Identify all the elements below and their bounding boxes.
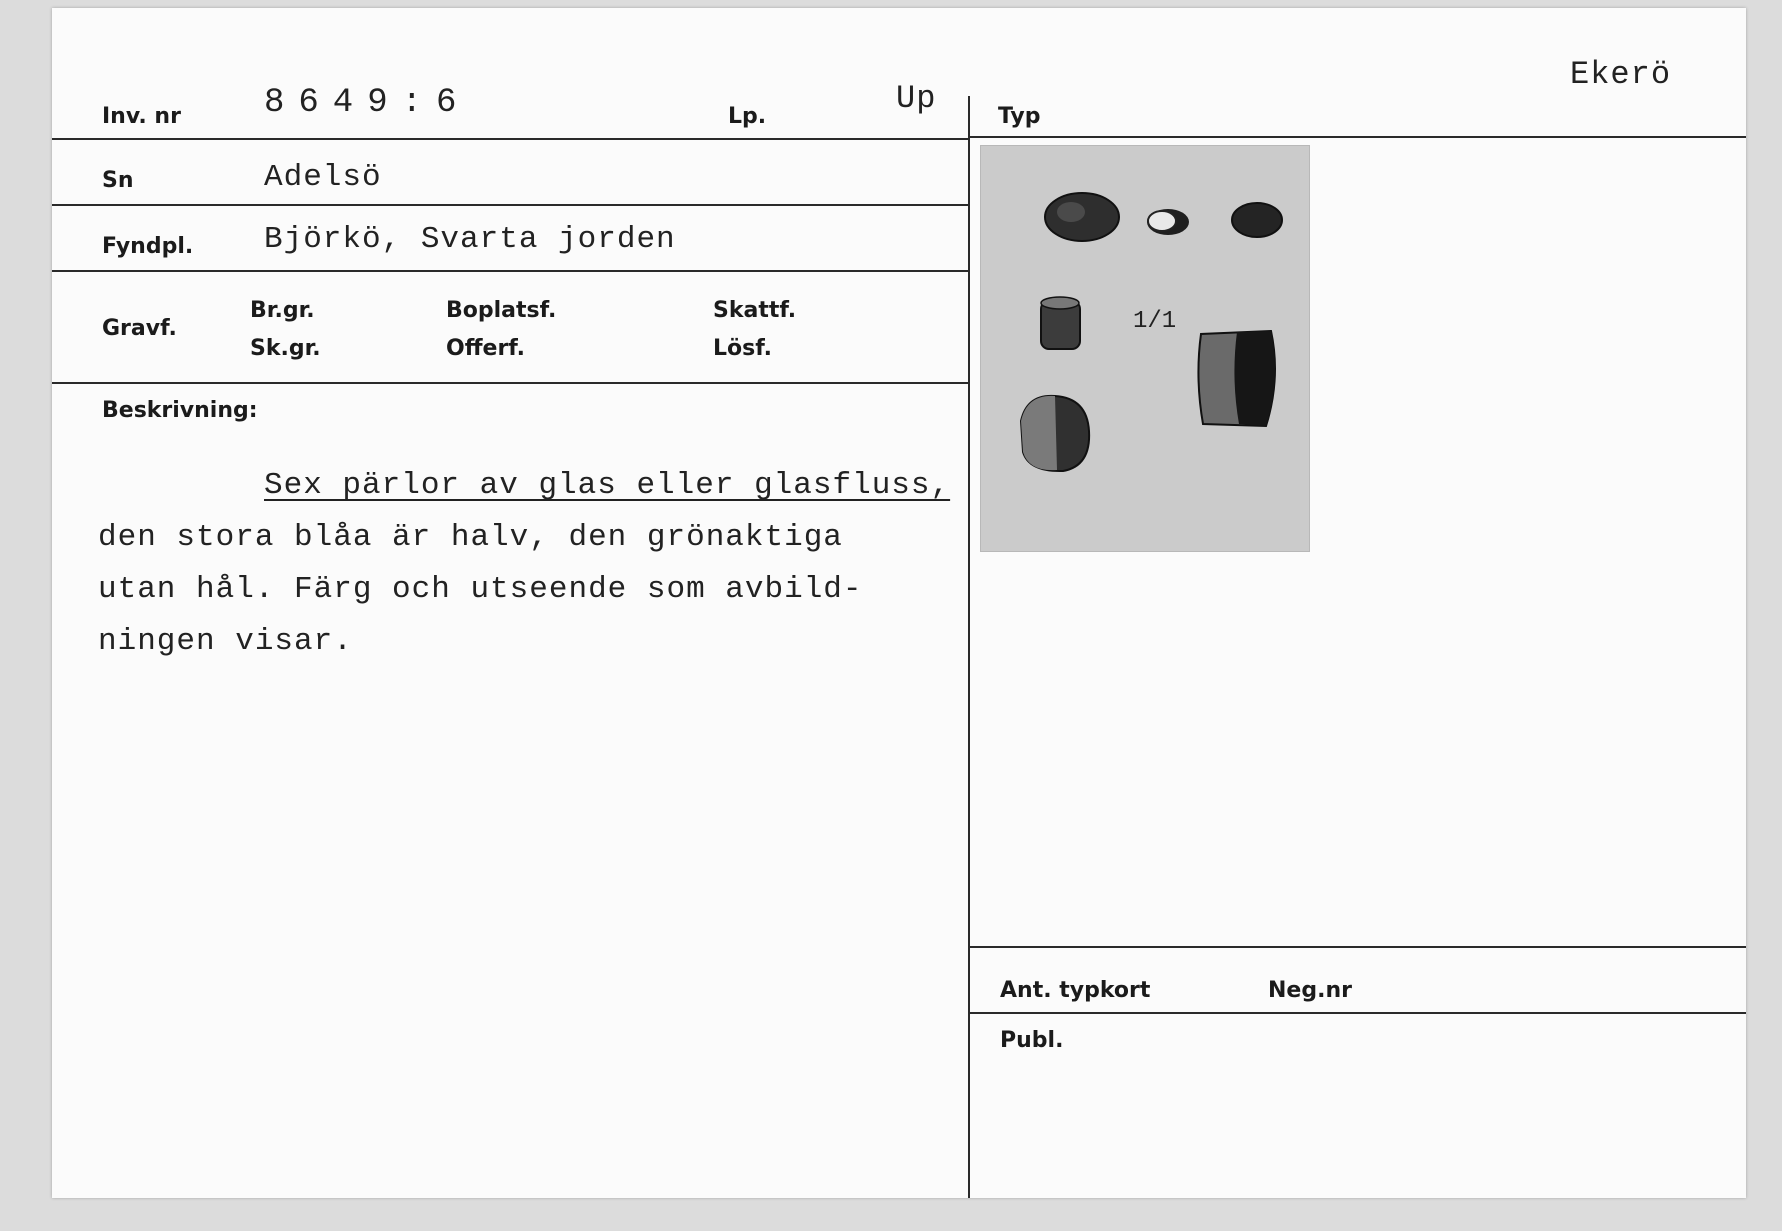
typ-label: Typ (998, 104, 1041, 129)
gravf-option-offerf: Offerf. (446, 336, 526, 361)
catalog-card (52, 8, 1746, 1198)
lp-label: Lp. (728, 104, 767, 129)
sn-label: Sn (102, 168, 134, 193)
inv-nr-value: 8649:6 (264, 84, 471, 122)
description-line-4: ningen visar. (98, 624, 353, 659)
ant-typkort-label: Ant. typkort (1000, 978, 1151, 1003)
gravf-label: Gravf. (102, 316, 177, 341)
landscape-code: Up (896, 80, 937, 117)
fyndpl-value: Björkö, Svarta jorden (264, 222, 676, 257)
description-line-1: Sex pärlor av glas eller glasfluss, (264, 468, 951, 503)
region-text: Ekerö (1570, 56, 1672, 93)
divider-row4 (52, 382, 968, 384)
divider-vertical (968, 96, 970, 1198)
gravf-option-losf: Lösf. (713, 336, 772, 361)
divider-bottom-right-2 (970, 1012, 1746, 1014)
divider-row1-left (52, 138, 968, 140)
divider-row2 (52, 204, 968, 206)
fyndpl-label: Fyndpl. (102, 234, 194, 259)
divider-row3 (52, 270, 968, 272)
description-line-3: utan hål. Färg och utseende som avbild- (98, 572, 863, 607)
gravf-option-boplatsf: Boplatsf. (446, 298, 557, 323)
publ-label: Publ. (1000, 1028, 1064, 1053)
inv-nr-label: Inv. nr (102, 104, 181, 129)
description-line-2: den stora blåa är halv, den grönaktiga (98, 520, 843, 555)
divider-row1-right (970, 136, 1746, 138)
beads-drawing (981, 146, 1309, 551)
bead-illustration-photo (980, 145, 1310, 552)
divider-bottom-right-1 (970, 946, 1746, 948)
beskrivning-label: Beskrivning: (102, 398, 258, 423)
gravf-option-skgr: Sk.gr. (250, 336, 321, 361)
gravf-option-skattf: Skattf. (713, 298, 797, 323)
sn-value: Adelsö (264, 160, 382, 195)
scale-label: 1/1 (1133, 308, 1177, 335)
neg-nr-label: Neg.nr (1268, 978, 1352, 1003)
gravf-option-brgr: Br.gr. (250, 298, 315, 323)
